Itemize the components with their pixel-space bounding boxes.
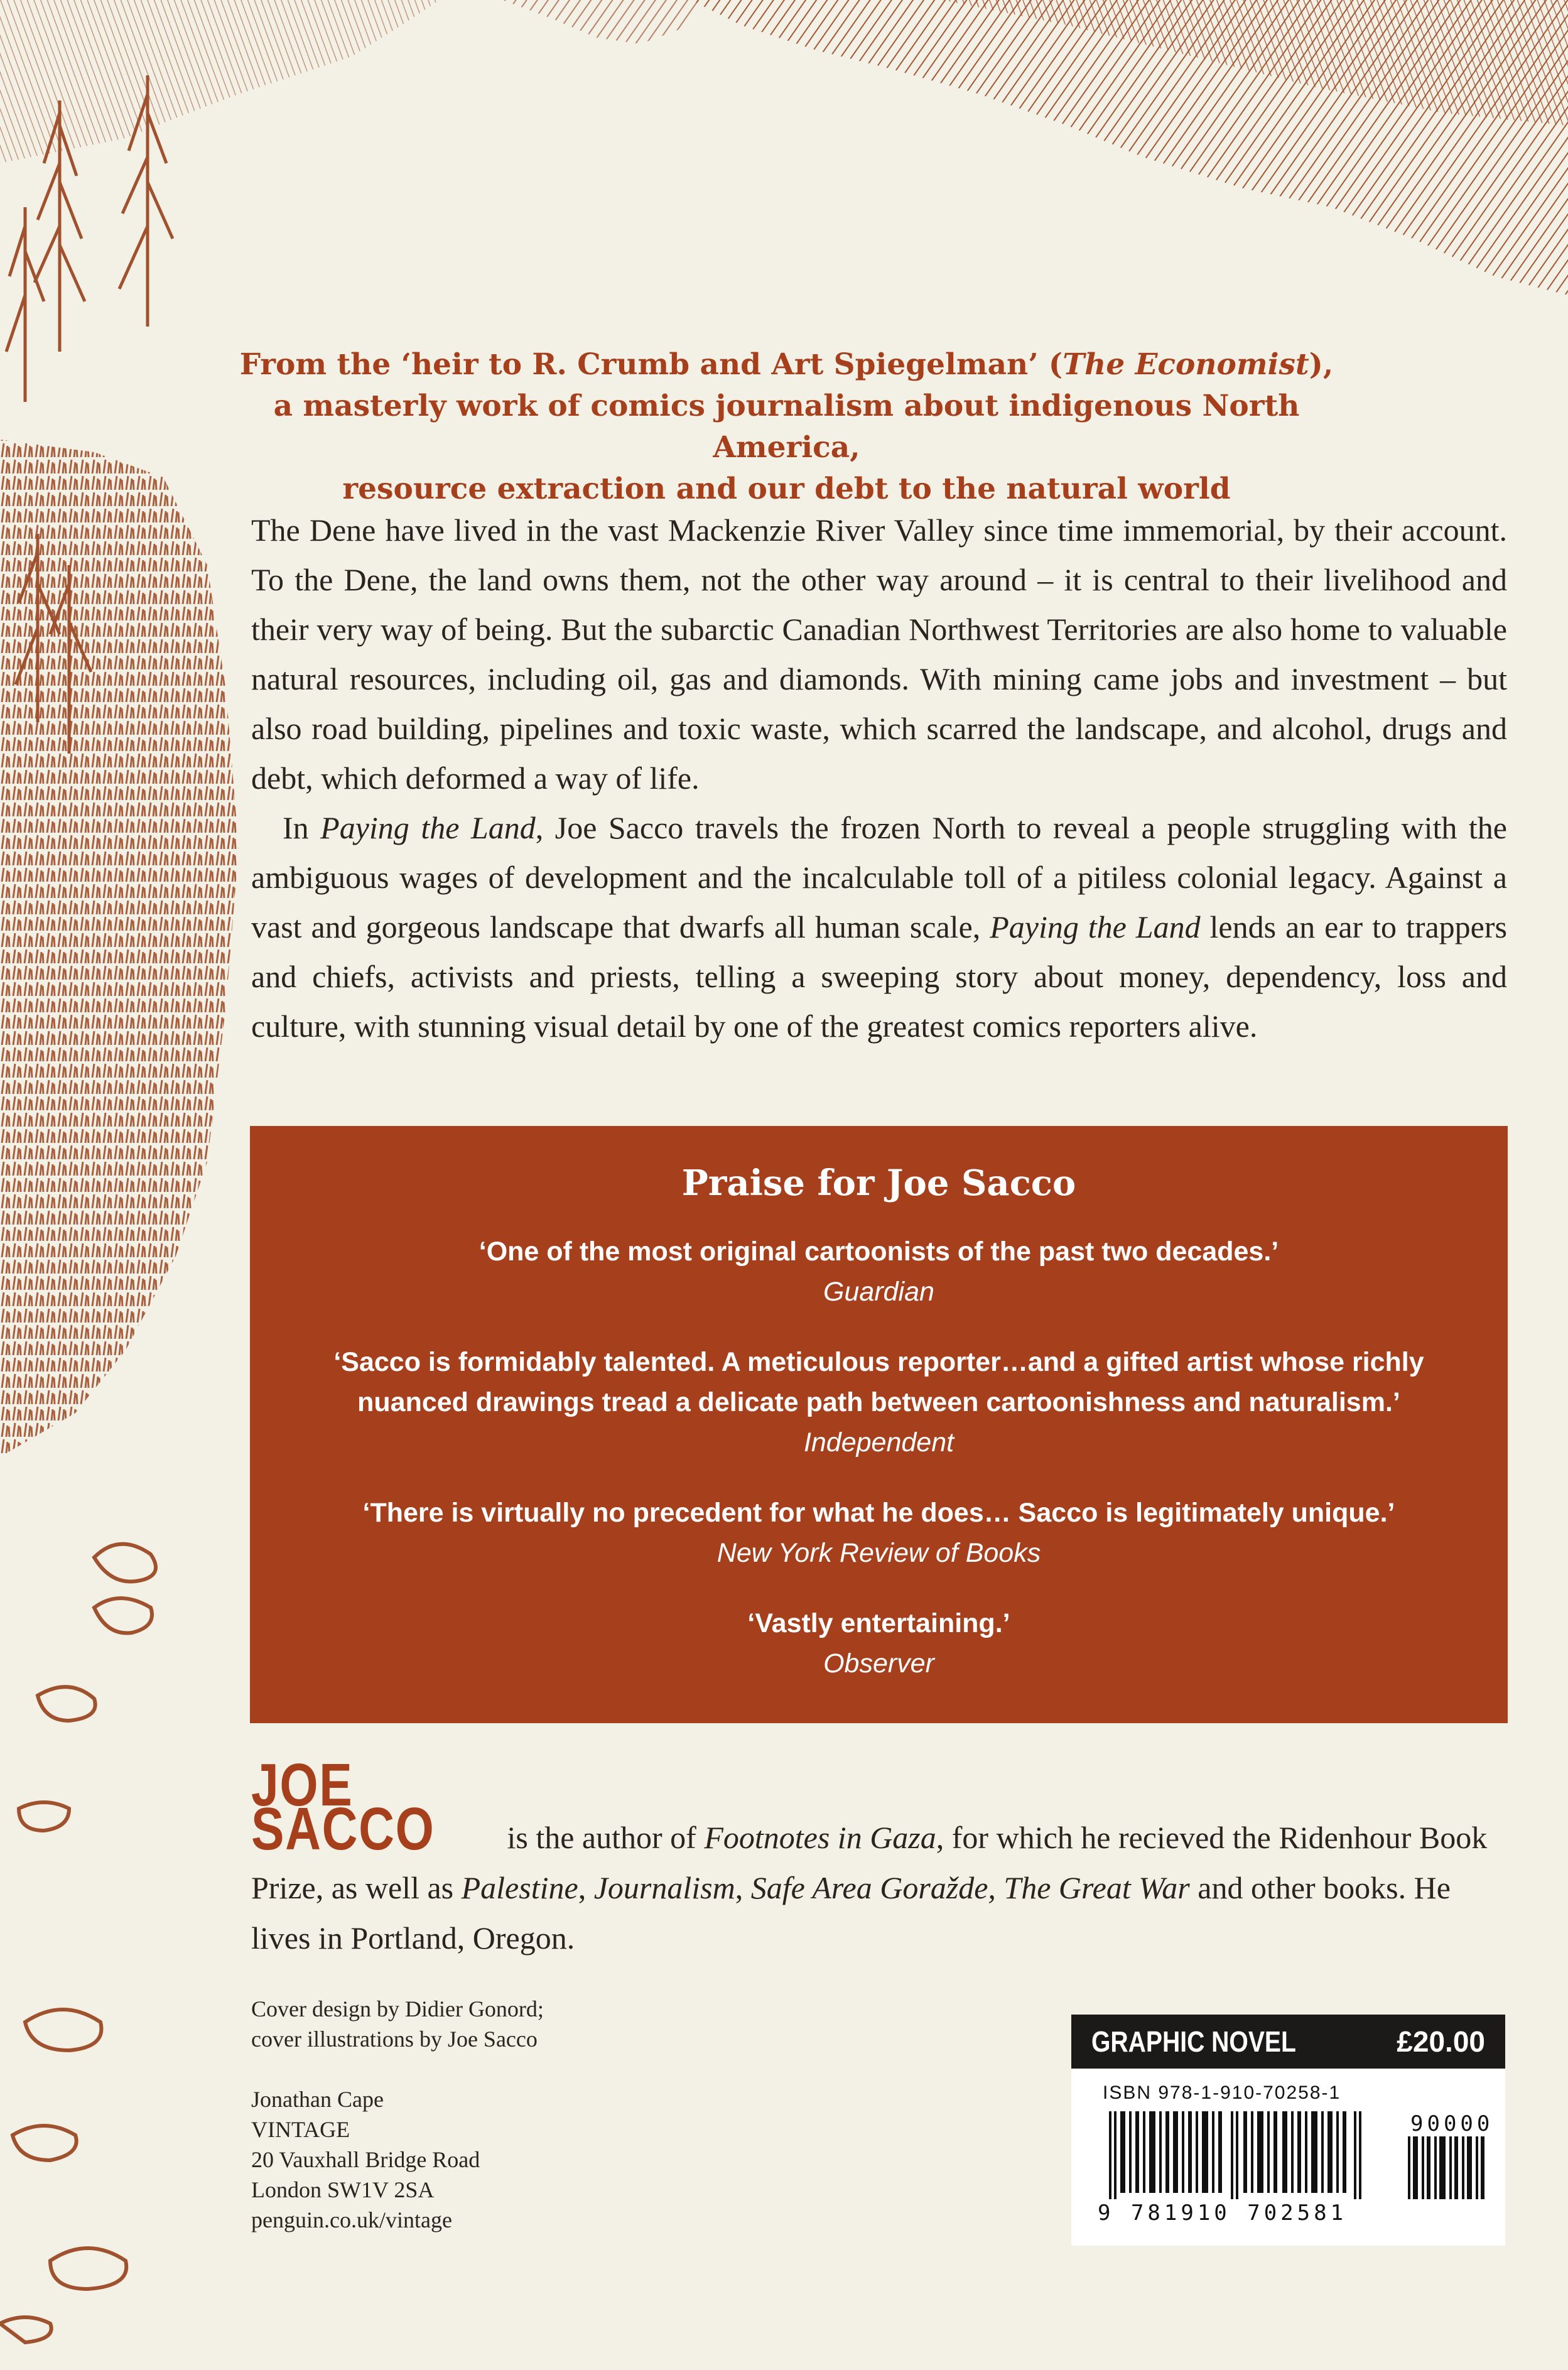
quote-source: Observer bbox=[823, 1648, 934, 1679]
blurb-p2-text-a: In bbox=[283, 810, 321, 845]
praise-quote bbox=[250, 1231, 1508, 1312]
author-name: JOE SACCO bbox=[251, 1751, 435, 1863]
tagline bbox=[239, 344, 1334, 510]
blurb-paragraph-1: The Dene have lived in the vast Mackenzie River Valley since time immemorial, by their account. To the Dene, the land owns them, not the other way around – it is central to their livelihood and their very way of being. But the subarctic Canadian Northwest Territories are also home to valuable natural resources, including oil, gas and diamonds. With mining came jobs and investment – but also road building, pipelines and toxic waste, which scarred the landscape, and alcohol, drugs and debt, which deformed a way of life. bbox=[251, 512, 1507, 796]
author-bio-text: and other books. He lives in Portland, Oregon. bbox=[251, 1870, 1451, 1956]
addon-barcode bbox=[1408, 2136, 1490, 2199]
barcode bbox=[1071, 2069, 1505, 2246]
website: penguin.co.uk/vintage bbox=[251, 2207, 452, 2232]
ean-digits: 9 781910 702581 bbox=[1098, 2200, 1348, 2226]
price: £20.00 bbox=[1397, 2025, 1485, 2058]
price-bar bbox=[1071, 2015, 1505, 2069]
quote-source: Guardian bbox=[823, 1277, 934, 1307]
isbn-text: ISBN 978-1-910-70258-1 bbox=[1103, 2082, 1341, 2103]
book-title: Footnotes in Gaza bbox=[704, 1820, 936, 1855]
author-bio-text: , for which he recieved the Ridenhour Book Prize, as well as bbox=[251, 1820, 1488, 1905]
book-title: Journalism bbox=[593, 1870, 735, 1905]
tagline-line1-post: ), bbox=[1309, 347, 1334, 382]
blurb-p2-text-c: lends an ear to trappers and chiefs, activists and priests, telling a sweeping story about money, dependency, loss and culture, with stunning visual detail by one of the greatest comics reporters alive. bbox=[251, 909, 1507, 1044]
separator: , bbox=[578, 1870, 594, 1905]
imprint: VINTAGE bbox=[251, 2117, 350, 2142]
address-line: London SW1V 2SA bbox=[251, 2177, 435, 2202]
tagline-line3: resource extraction and our debt to the natural world bbox=[342, 472, 1231, 506]
quote-text: ‘Vastly entertaining.’ bbox=[747, 1608, 1010, 1638]
praise-box bbox=[250, 1126, 1508, 1723]
book-title: Safe Area Goražde, The Great War bbox=[750, 1870, 1190, 1905]
blurb-book-title: Paying the Land bbox=[990, 909, 1201, 944]
blurb-paragraph-2 bbox=[251, 803, 1507, 1051]
addon-digits: 90000 bbox=[1410, 2111, 1494, 2136]
praise-title: Praise for Joe Sacco bbox=[681, 1162, 1076, 1204]
blurb bbox=[251, 506, 1507, 1051]
quote-source: Independent bbox=[803, 1427, 954, 1458]
ean-barcode bbox=[1096, 2111, 1398, 2199]
blurb-book-title: Paying the Land bbox=[320, 810, 536, 845]
praise-quote bbox=[250, 1603, 1508, 1684]
quote-text: ‘One of the most original cartoonists of the past two decades.’ bbox=[479, 1236, 1279, 1267]
cover-design-credit: Cover design by Didier Gonord; bbox=[251, 1996, 544, 2021]
tagline-line2: a masterly work of comics journalism about indigenous North America, bbox=[273, 389, 1300, 465]
quote-text: ‘Sacco is formidably talented. A meticulous reporter…and a gifted artist whose richly bbox=[333, 1347, 1424, 1377]
tagline-publication: The Economist bbox=[1062, 347, 1309, 382]
author-bio bbox=[251, 1751, 1507, 1963]
author-bio-text: is the author of bbox=[499, 1820, 705, 1855]
praise-quote bbox=[250, 1342, 1508, 1463]
address-line: 20 Vauxhall Bridge Road bbox=[251, 2147, 480, 2172]
praise-quote bbox=[250, 1493, 1508, 1573]
cover-illustration-credit: cover illustrations by Joe Sacco bbox=[251, 2026, 538, 2052]
quote-source: New York Review of Books bbox=[716, 1538, 1041, 1568]
genre-label: GRAPHIC NOVEL bbox=[1091, 2025, 1296, 2058]
publisher: Jonathan Cape bbox=[251, 2087, 384, 2112]
quote-text: ‘There is virtually no precedent for what he does… Sacco is legitimately unique.’ bbox=[362, 1498, 1395, 1528]
blurb-p2-text-b: , Joe Sacco travels the frozen North to reveal a people struggling with the ambiguous wages of development and the incalculable toll of a pitiless colonial legacy. Against a vast and gorgeous landscape that dwarfs all human scale, bbox=[251, 810, 1507, 944]
quote-text: nuanced drawings tread a delicate path between cartoonishness and naturalism.’ bbox=[357, 1387, 1400, 1417]
separator: , bbox=[735, 1870, 751, 1905]
book-title: Palestine bbox=[461, 1870, 578, 1905]
tagline-line1-pre: From the ‘heir to R. Crumb and Art Spiegelman’ ( bbox=[239, 347, 1063, 382]
credits bbox=[251, 1994, 659, 2235]
